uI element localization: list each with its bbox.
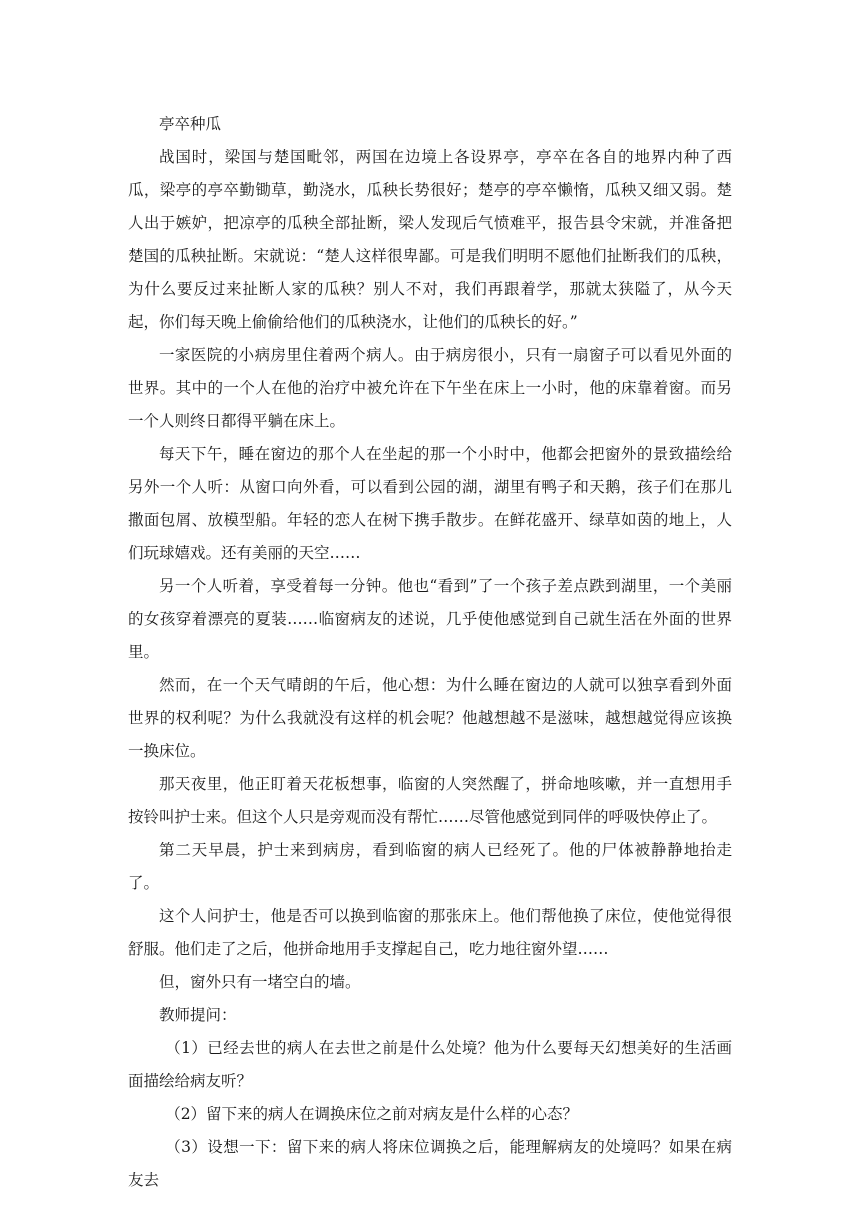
document-title: 亭卒种瓜: [159, 115, 222, 133]
question-item: （2）留下来的病人在调换床位之前对病友是什么样的心态？: [165, 1105, 579, 1123]
teacher-question-heading: 教师提问：: [159, 1006, 237, 1024]
paragraph: 但，窗外只有一堵空白的墙。: [159, 973, 361, 991]
paragraph: 一家医院的小病房里住着两个病人。由于病房很小，只有一扇窗子可以看见外面的世界。其中的一个人在他的治疗中被允许在下午坐在床上一小时，他的床靠着窗。而另一个人则终日都得平躺在床上。: [128, 346, 732, 430]
question-item: （1）已经去世的病人在去世之前是什么处境？他为什么要每天幻想美好的生活画面描绘给病友听？: [128, 1039, 732, 1090]
paragraph: 然而，在一个天气晴朗的午后，他心想：为什么睡在窗边的人就可以独享看到外面世界的权利呢？为什么我就没有这样的机会呢？他越想越不是滋味，越想越觉得应该换一换床位。: [128, 676, 732, 760]
document-page: [128, 108, 732, 1197]
paragraph: 第二天早晨，护士来到病房，看到临窗的病人已经死了。他的尸体被静静地抬走了。: [128, 841, 732, 892]
paragraph: 这个人问护士，他是否可以换到临窗的那张床上。他们帮他换了床位，使他觉得很舒服。他们走了之后，他拼命地用手支撑起自己，吃力地往窗外望……: [128, 907, 732, 958]
paragraph: 战国时，梁国与楚国毗邻，两国在边境上各设界亭，亭卒在各自的地界内种了西瓜，梁亭的亭卒勤锄草，勤浇水，瓜秧长势很好；楚亭的亭卒懒惰，瓜秧又细又弱。楚人出于嫉妒，把凉亭的瓜秧全部扯断，梁人发现后气愤难平，报告县令宋就，并准备把楚国的瓜秧扯断。宋就说：“楚人这样很卑鄙。可是我们明明不愿他们扯断我们的瓜秧，为什么要反过来扯断人家的瓜秧？别人不对，我们再跟着学，那就太狭隘了，从今天起，你们每天晚上偷偷给他们的瓜秧浇水，让他们的瓜秧长的好。”: [128, 148, 732, 331]
question-item: （3）设想一下：留下来的病人将床位调换之后，能理解病友的处境吗？如果在病友去: [128, 1138, 732, 1189]
paragraph: 另一个人听着，享受着每一分钟。他也“看到”了一个孩子差点跌到湖里，一个美丽的女孩穿着漂亮的夏装……临窗病友的述说，几乎使他感觉到自己就生活在外面的世界里。: [128, 577, 732, 661]
paragraph: 那天夜里，他正盯着天花板想事，临窗的人突然醒了，拼命地咳嗽，并一直想用手按铃叫护士来。但这个人只是旁观而没有帮忙……尽管他感觉到同伴的呼吸快停止了。: [128, 775, 732, 826]
paragraph: 每天下午，睡在窗边的那个人在坐起的那一个小时中，他都会把窗外的景致描绘给另外一个人听：从窗口向外看，可以看到公园的湖，湖里有鸭子和天鹅，孩子们在那儿撒面包屑、放模型船。年轻的恋人在树下携手散步。在鲜花盛开、绿草如茵的地上，人们玩球嬉戏。还有美丽的天空……: [128, 445, 732, 562]
